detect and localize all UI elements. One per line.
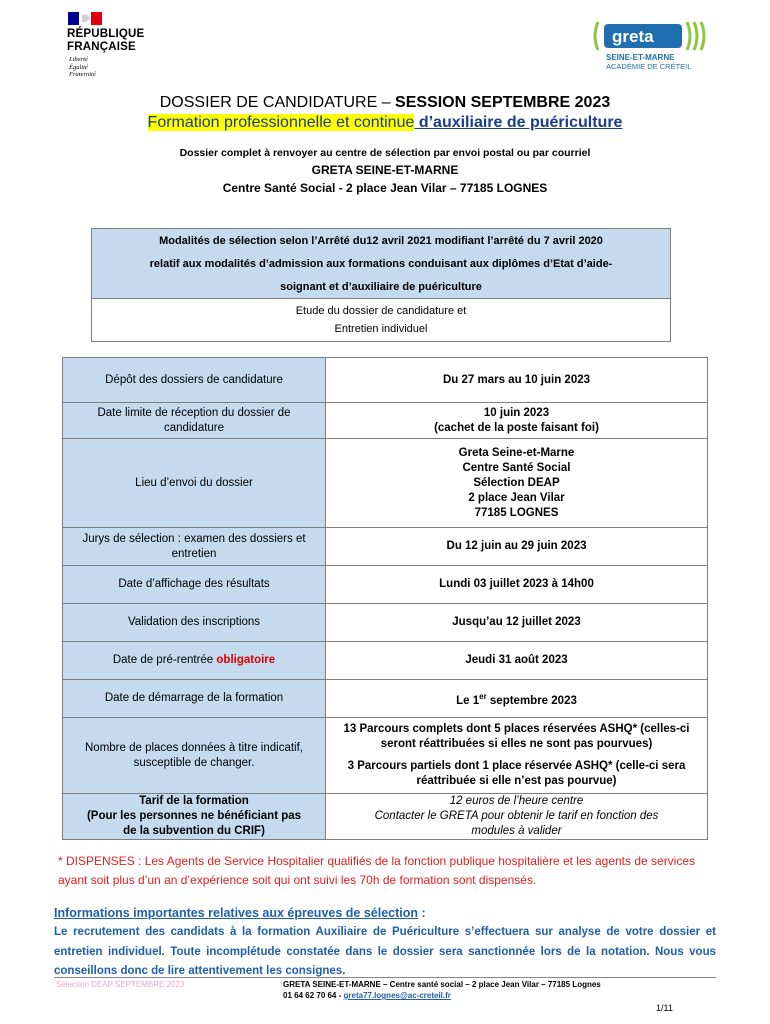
table-value: Le 1er septembre 2023 [326,680,708,718]
modalites-header: Modalités de sélection selon l’Arrêté du12 avril 2021 modifiant l’arrêté du 7 avril 2020 relatif aux modalités d’admission aux formations conduisant aux diplômes d’Etat d’aide- soignant et d’auxiliaire de puériculture [92,229,670,299]
table-label: Nombre de places données à titre indicatif, susceptible de changer. [63,718,326,794]
organisation-address: Centre Santé Social - 2 place Jean Vilar – 77185 LOGNES [222,181,548,195]
table-label: Validation des inscriptions [63,604,326,642]
footer-address: GRETA SEINE-ET-MARNE – Centre santé social – 2 place Jean Vilar – 77185 Lognes [283,980,601,989]
footer-contact: 01 64 62 70 64 - greta77.lognes@ac-creteil.fr [283,991,451,1000]
table-row [63,794,708,840]
table-value: 12 euros de l’heure centre Contacter le GRETA pour obtenir le tarif en fonction des modules à valider [326,794,708,840]
marianne-flag-icon [68,12,102,25]
table-row [63,403,708,439]
table-label: Jurys de sélection : examen des dossiers et entretien [63,528,326,566]
table-row [63,566,708,604]
table-row [63,604,708,642]
table-label: Date de pré-rentrée obligatoire [63,642,326,680]
modalites-body: Etude du dossier de candidature et Entretien individuel [295,305,467,335]
document-title: DOSSIER DE CANDIDATURE – SESSION SEPTEMBRE 2023 [159,94,611,111]
table-label: Dépôt des dossiers de candidature [63,358,326,403]
organisation-name: GRETA SEINE-ET-MARNE [311,163,459,177]
obligatoire-label: obligatoire [216,654,276,666]
table-row [63,642,708,680]
table-label: Lieu d’envoi du dossier [63,439,326,528]
footer-left-text: Sélection DEAP SEPTEMBRE 2023 [56,980,185,989]
table-row [63,358,708,403]
table-value: Jeudi 31 août 2023 [326,642,708,680]
dispenses-note: * DISPENSES : Les Agents de Service Hospitalier qualifiés de la fonction publique hospitalière et les agents de services ayant soit plus d’un an d’expérience soit qui ont suivi les 70h de formation sont dispensés. [58,854,696,887]
info-title: Informations importantes relatives aux épreuves de sélection : [54,906,426,920]
table-value: Du 12 juin au 29 juin 2023 [326,528,708,566]
table-label: Tarif de la formation (Pour les personnes ne bénéficiant pas de la subvention du CRIF) [63,794,326,840]
table-row [63,718,708,794]
table-row [63,439,708,528]
table-label: Date d’affichage des résultats [63,566,326,604]
table-value: 13 Parcours complets dont 5 places réservées ASHQ* (celles-ci seront réattribuées si elles ne sont pas pourvues) 3 Parcours partiels dont 1 place réservée ASHQ* (celle-ci sera réattribuée si elle n’est pas pourvue) [326,718,708,794]
table-label: Date de démarrage de la formation [63,680,326,718]
document-subtitle: Formation professionnelle et continue d’auxiliaire de puériculture [147,114,623,131]
republique-francaise-text: RÉPUBLIQUE FRANÇAISE [67,28,145,53]
table-value: 10 juin 2023 (cachet de la poste faisant foi) [326,403,708,439]
table-value: Du 27 mars au 10 juin 2023 [326,358,708,403]
table-value: Greta Seine-et-Marne Centre Santé Social Sélection DEAP 2 place Jean Vilar 77185 LOGNES [326,439,708,528]
modalites-box [91,228,671,342]
table-row [63,528,708,566]
calendar-table [62,357,708,840]
svg-text:greta: greta [612,27,654,46]
table-value: Jusqu’au 12 juillet 2023 [326,604,708,642]
table-label: Date limite de réception du dossier de candidature [63,403,326,439]
table-value: Lundi 03 juillet 2023 à 14h00 [326,566,708,604]
table-row [63,680,708,718]
footer-email-link[interactable]: greta77.lognes@ac-creteil.fr [343,991,451,1000]
republic-motto: Liberté Égalité Fraternité [69,56,96,78]
info-text: Le recrutement des candidats à la formation Auxiliaire de Puériculture s’effectuera sur analyse de votre dossier et entretien individuel. Toute incomplétude constatée dans le dossier sera sanctionnée lors de la notation. Nous vous conseillons donc de lire attentivement les consignes. [54,926,716,977]
greta-subtitle-seine-et-marne: SEINE-ET-MARNE [606,53,675,62]
page-number: 1/11 [656,1003,673,1013]
greta-subtitle-academie: ACADÉMIE DE CRÉTEIL [606,62,692,71]
intro-text: Dossier complet à renvoyer au centre de sélection par envoi postal ou par courriel [179,147,591,159]
footer-divider [54,977,716,978]
